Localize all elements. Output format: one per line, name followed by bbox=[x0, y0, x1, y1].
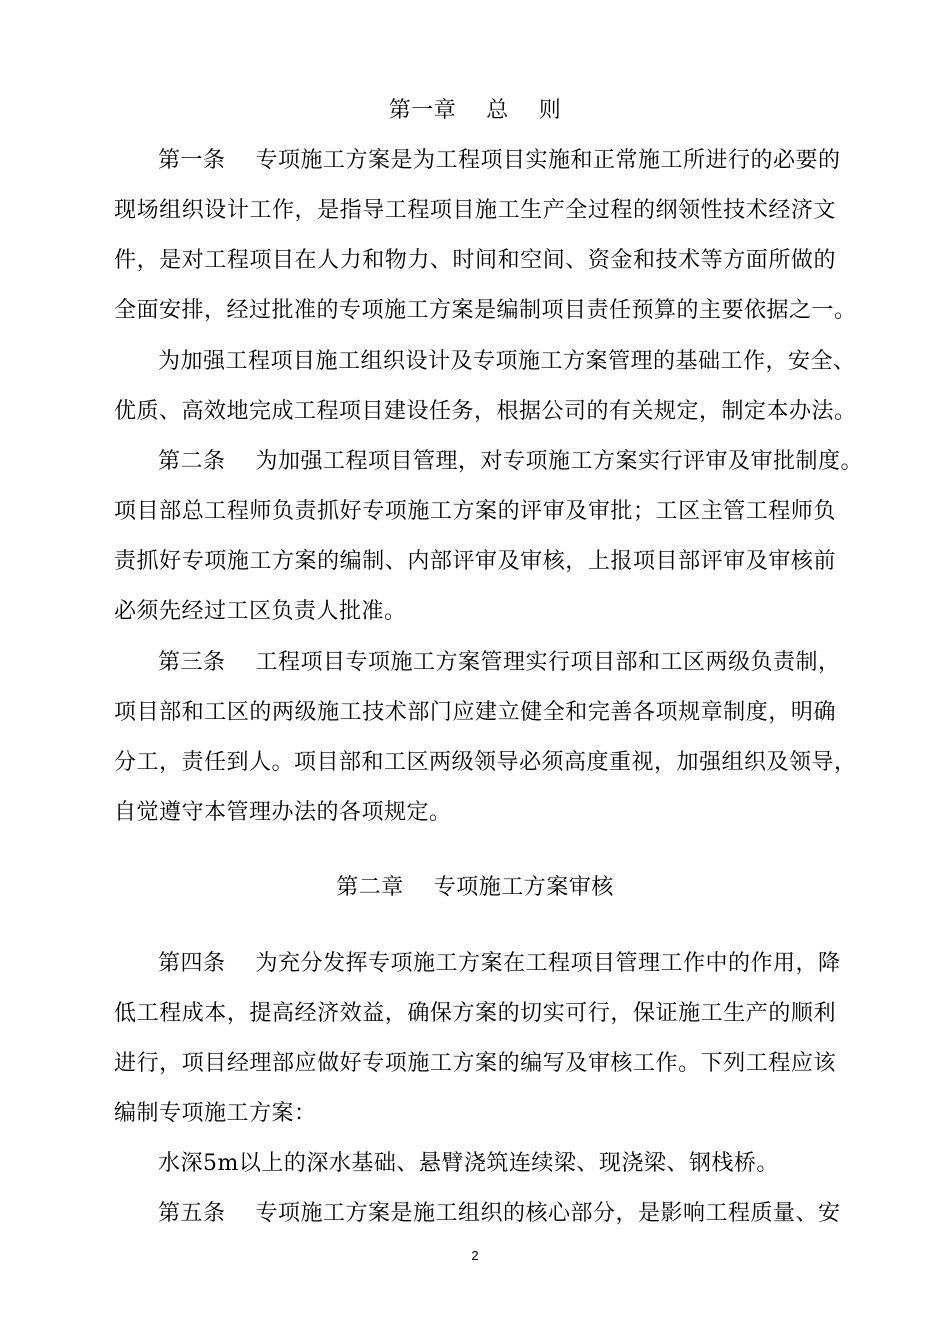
article-4-line-3: 进行，项目经理部应做好专项施工方案的编写及审核工作。下列工程应该 bbox=[114, 1051, 836, 1076]
article-1-line-4: 全面安排，经过批准的专项施工方案是编制项目责任预算的主要依据之一。 bbox=[114, 298, 857, 323]
article-2-line-4: 必须先经过工区负责人批准。 bbox=[114, 599, 407, 624]
article-4-line-1: 第四条 为充分发挥专项施工方案在工程项目管理工作中的作用，降 bbox=[158, 951, 841, 976]
article-3-line-2: 项目部和工区的两级施工技术部门应建立健全和完善各项规章制度，明确 bbox=[114, 700, 836, 725]
chapter-1-title: 第一章 总 则 bbox=[388, 98, 562, 123]
article-1-line-3: 件，是对工程项目在人力和物力、时间和空间、资金和技术等方面所做的 bbox=[114, 248, 836, 273]
chapter-2-title: 第二章 专项施工方案审核 bbox=[336, 875, 614, 900]
article-3-line-1: 第三条 工程项目专项施工方案管理实行项目部和工区两级负责制， bbox=[158, 650, 841, 675]
purpose-line-1: 为加强工程项目施工组织设计及专项施工方案管理的基础工作，安全、 bbox=[158, 349, 856, 374]
purpose-line-2: 优质、高效地完成工程项目建设任务，根据公司的有关规定，制定本办法。 bbox=[114, 399, 857, 424]
article-2-line-3: 责抓好专项施工方案的编制、内部评审及审核，上报项目部评审及审核前 bbox=[114, 549, 836, 574]
deep-water-works-line: 水深5m以上的深水基础、悬臂浇筑连续梁、现浇梁、钢栈桥。 bbox=[158, 1151, 779, 1176]
article-1-line-1: 第一条 专项施工方案是为工程项目实施和正常施工所进行的必要的 bbox=[158, 148, 841, 173]
article-4-line-2: 低工程成本，提高经济效益，确保方案的切实可行，保证施工生产的顺利 bbox=[114, 1001, 836, 1026]
article-2-line-1: 第二条 为加强工程项目管理，对专项施工方案实行评审及审批制度。 bbox=[158, 449, 863, 474]
article-4-line-4: 编制专项施工方案： bbox=[114, 1101, 317, 1126]
article-5-line-1: 第五条 专项施工方案是施工组织的核心部分，是影响工程质量、安 bbox=[158, 1201, 841, 1226]
article-3-line-3: 分工，责任到人。项目部和工区两级领导必须高度重视，加强组织及领导， bbox=[114, 750, 857, 775]
page-number: 2 bbox=[471, 1248, 479, 1263]
article-1-line-2: 现场组织设计工作，是指导工程项目施工生产全过程的纲领性技术经济文 bbox=[114, 198, 836, 223]
article-2-line-2: 项目部总工程师负责抓好专项施工方案的评审及审批；工区主管工程师负 bbox=[114, 499, 836, 524]
article-3-line-4: 自觉遵守本管理办法的各项规定。 bbox=[114, 800, 452, 825]
